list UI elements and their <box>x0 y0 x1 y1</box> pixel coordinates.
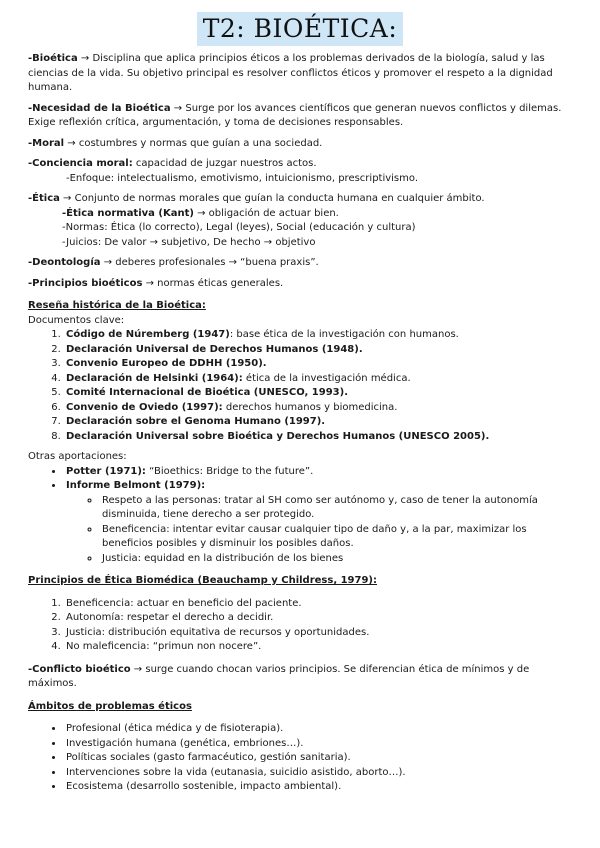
list-item: 3. Justicia: distribución equitativa de recursos y oportunidades. <box>64 626 576 641</box>
list-item: 2. Declaración Universal de Derechos Humanos (1948). <box>64 343 576 358</box>
list-item: 1. Beneficencia: actuar en beneficio del paciente. <box>64 597 576 612</box>
list-item: • Intervenciones sobre la vida (eutanasia, suicidio asistido, aborto…). <box>64 766 576 781</box>
otras-label: Otras aportaciones: <box>28 451 127 462</box>
principios-list <box>28 597 576 655</box>
def-bioetica: -Bioética → Disciplina que aplica principios éticos a los problemas derivados de la biología, salud y las ciencias de la vida. Su objetivo principal es resolver conflictos éticos y promover el respeto a la dignidad humana. <box>28 53 553 93</box>
def-principios: -Principios bioéticos → normas éticas generales. <box>28 277 284 289</box>
list-item: 3. Convenio Europeo de DDHH (1950). <box>64 357 576 372</box>
def-moral: -Moral → costumbres y normas que guían a una sociedad. <box>28 137 323 149</box>
list-item: 4. No maleficencia: “primun non nocere”. <box>64 640 576 655</box>
list-item: 7. Declaración sobre el Genoma Humano (1997). <box>64 415 576 430</box>
list-item: 8. Declaración Universal sobre Bioética y Derechos Humanos (UNESCO 2005). <box>64 430 576 445</box>
def-conflicto: -Conflicto bioético → surge cuando chocan varios principios. Se diferencian ética de mínimos y de máximos. <box>28 663 530 689</box>
list-item: 5. Comité Internacional de Bioética (UNESCO, 1993). <box>64 386 576 401</box>
list-item: ◦ Beneficencia: intentar evitar causar cualquier tipo de daño y, a la par, maximizar los beneficios posibles y disminuir los posibles daños. <box>100 523 576 552</box>
list-item: 4. Declaración de Helsinki (1964): ética de la investigación médica. <box>64 372 576 387</box>
def-conciencia: -Conciencia moral: capacidad de juzgar nuestros actos. <box>28 158 317 169</box>
list-item: ◦ Justicia: equidad en la distribución de los bienes <box>100 552 576 567</box>
section-heading-historia: Reseña histórica de la Bioética: <box>28 300 206 311</box>
section-heading-ambitos: Ámbitos de problemas éticos <box>28 700 192 712</box>
list-item-belmont: • Informe Belmont (1979): ◦ Respeto a las personas: tratar al SH como ser autónomo y, caso de tener la autonomía disminuida, tiene derecho a ser protegido. ◦ Beneficencia: intentar evitar causar cualquier tipo de daño y, a la par, maximizar los beneficios posibles y disminuir los posibles daños. ◦ Justicia: equidad en la distribución de los bienes <box>64 479 576 566</box>
docs-list <box>28 328 576 444</box>
section-heading-principios: Principios de Ética Biomédica (Beauchamp y Childress, 1979): <box>28 575 378 586</box>
def-necesidad: -Necesidad de la Bioética → Surge por los avances científicos que generan nuevos conflictos y dilemas. Exige reflexión crítica, argumentación, y toma de decisiones responsables. <box>28 102 562 128</box>
list-item: 1. Código de Núremberg (1947): base ética de la investigación con humanos. <box>64 328 576 343</box>
list-item: 6. Convenio de Oviedo (1997): derechos humanos y biomedicina. <box>64 401 576 416</box>
def-enfoque: -Enfoque: intelectualismo, emotivismo, intuicionismo, prescriptivismo. <box>66 172 419 184</box>
list-item-potter: • Potter (1971): “Bioethics: Bridge to the future”. <box>64 465 576 480</box>
list-item: • Investigación humana (genética, embriones…). <box>64 737 576 752</box>
otras-list <box>28 465 576 567</box>
def-etica-normativa: -Ética normativa (Kant) → obligación de actuar bien. <box>62 207 339 219</box>
def-deontologia: -Deontología → deberes profesionales → “buena praxis”. <box>28 257 319 268</box>
belmont-list <box>66 494 576 567</box>
page-title: T2: BIOÉTICA: <box>197 12 404 46</box>
ambitos-list <box>28 722 576 795</box>
def-etica: -Ética → Conjunto de normas morales que guían la conducta humana en cualquier ámbito. <box>28 193 485 204</box>
docs-label: Documentos clave: <box>28 314 125 326</box>
def-juicios: -Juicios: De valor → subjetivo, De hecho → objetivo <box>62 236 316 248</box>
def-normas: -Normas: Ética (lo correcto), Legal (leyes), Social (educación y cultura) <box>62 222 416 233</box>
list-item: • Políticas sociales (gasto farmacéutico, gestión sanitaria). <box>64 751 576 766</box>
list-item: • Ecosistema (desarrollo sostenible, impacto ambiental). <box>64 780 576 795</box>
notes-body <box>28 52 576 795</box>
list-item: • Profesional (ética médica y de fisioterapia). <box>64 722 576 737</box>
list-item: ◦ Respeto a las personas: tratar al SH como ser autónomo y, caso de tener la autonomía disminuida, tiene derecho a ser protegido. <box>100 494 576 523</box>
list-item: 2. Autonomía: respetar el derecho a decidir. <box>64 611 576 626</box>
